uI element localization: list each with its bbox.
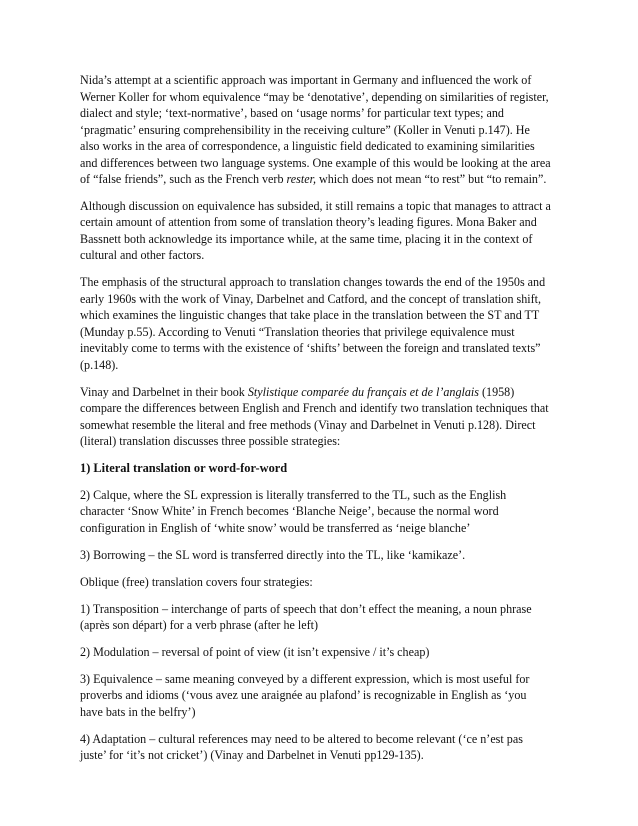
list-item-borrowing [80, 547, 570, 564]
text-line: 3) Equivalence – same meaning conveyed by a different expression, which is most useful for [80, 671, 530, 686]
book-title: Stylistique comparée du français et de l’anglais [247, 384, 479, 399]
text-line: (literal) translation discusses three possible strategies: [80, 434, 341, 449]
text-line: compare the differences between English and French and identify two translation techniques that [80, 401, 549, 416]
text-line: Although discussion on equivalence has subsided, it still remains a topic that manages to attract a [80, 198, 551, 213]
text-line: (Munday p.55). According to Venuti “Translation theories that privilege equivalence must [80, 324, 515, 339]
text-line: (après son départ) for a verb phrase (after he left) [80, 618, 319, 633]
text-line: which examines the linguistic changes that take place in the translation between the ST and TT [80, 308, 540, 323]
text-segment: of “false friends”, such as the French verb [80, 172, 287, 186]
text-line: (p.148). [80, 357, 119, 372]
text-line: The emphasis of the structural approach to translation changes towards the end of the 1950s and [80, 275, 546, 290]
text-line: dialect and style; ‘text-normative’, based on ‘usage norms’ for particular text types; and [80, 106, 504, 120]
text-line: inevitably come to terms with the existence of ‘shifts’ between the foreign and translated texts” [80, 341, 541, 356]
list-item-adaptation [80, 731, 570, 764]
text-line: 4) Adaptation – cultural references may need to be altered to become relevant (‘ce n’est pas [80, 731, 523, 746]
text-line: Oblique (free) translation covers four strategies: [80, 574, 313, 589]
text-line: 2) Modulation – reversal of point of view (it isn’t expensive / it’s cheap) [80, 645, 430, 660]
text-segment: (1958) [478, 384, 515, 399]
text-line: Bassnett both acknowledge its importance while, at the same time, placing it in the context of [80, 231, 533, 246]
text-line: Werner Koller for whom equivalence “may be ‘denotative’, depending on similarities of register, [80, 89, 549, 104]
text-segment: Vinay and Darbelnet in their book [80, 384, 248, 399]
list-item-modulation [80, 644, 570, 661]
italic-word: rester, [286, 172, 316, 186]
paragraph-oblique-translation [80, 574, 570, 591]
text-segment: which does not mean “to rest” but “to remain”. [315, 172, 547, 186]
text-line: early 1960s with the work of Vinay, Darbelnet and Catford, and the concept of translation shift, [80, 291, 542, 306]
text-line: 3) Borrowing – the SL word is transferred directly into the TL, like ‘kamikaze’. [80, 547, 466, 562]
text-line: Nida’s attempt at a scientific approach was important in Germany and influenced the work of [80, 73, 532, 87]
text-line: juste’ for ‘it’s not cricket’) (Vinay and Darbelnet in Venuti pp129-135). [80, 748, 424, 763]
text-line [80, 384, 570, 401]
text-line: and differences between two language systems. One example of this would be looking at the area [80, 155, 551, 170]
paragraph-vinay-darbelnet [80, 384, 570, 450]
paragraph-koller [80, 72, 570, 188]
list-item-equivalence [80, 671, 570, 721]
text-line: certain amount of attention from some of translation theory’s leading figures. Mona Baker and [80, 215, 537, 230]
paragraph-structural-approach [80, 274, 570, 373]
text-line: 2) Calque, where the SL expression is literally transferred to the TL, such as the English [80, 487, 507, 502]
text-line: proverbs and idioms (‘vous avez une araignée au plafond’ is recognizable in English as ‘you [80, 688, 527, 703]
text-line: cultural and other factors. [80, 248, 205, 263]
text-line: somewhat resemble the literal and free methods (Vinay and Darbelnet in Venuti p.128). Direct [80, 417, 536, 432]
list-item-transposition [80, 601, 570, 634]
document-body [80, 72, 570, 774]
text-line: configuration in English of ‘white snow’ would be transferred as ‘neige blanche’ [80, 520, 471, 535]
text-line: character ‘Snow White’ in French becomes ‘Blanche Neige’, because the normal word [80, 504, 499, 519]
text-line: ‘pragmatic’ ensuring comprehensibility in the receiving culture” (Koller in Venuti p.147). He [80, 122, 530, 137]
text-line: also works in the area of correspondence, a linguistic field dedicated to examining similarities [80, 139, 535, 153]
list-item-calque [80, 487, 570, 537]
paragraph-equivalence [80, 198, 570, 264]
text-line: have bats in the belfry’) [80, 704, 196, 719]
text-line: 1) Transposition – interchange of parts of speech that don’t effect the meaning, a noun phrase [80, 601, 532, 616]
text-line [80, 171, 570, 188]
section-heading-literal-translation: 1) Literal translation or word-for-word [80, 461, 288, 476]
